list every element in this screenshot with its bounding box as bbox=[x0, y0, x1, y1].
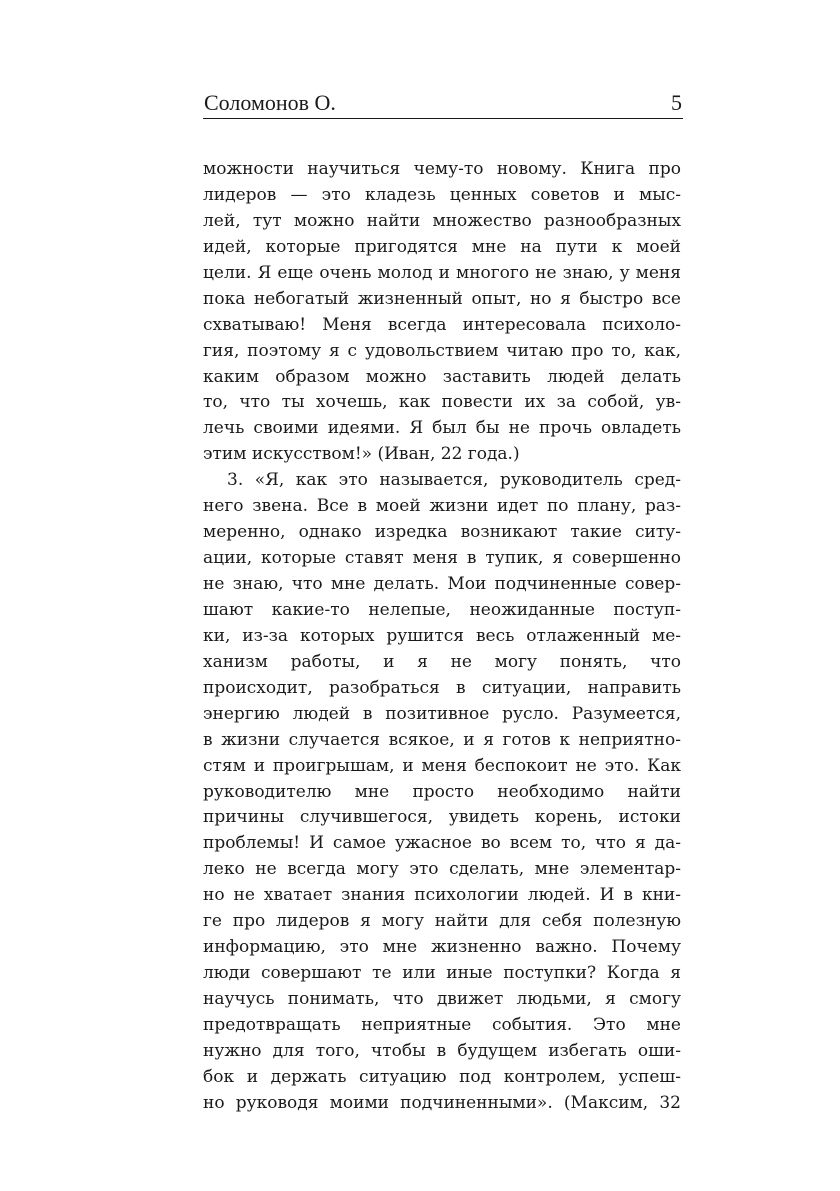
text-line: цели. Я еще очень молод и многого не знаю, у меня bbox=[203, 262, 681, 283]
text-line: этим искусством!» (Иван, 22 года.) bbox=[203, 444, 520, 465]
page-number: 5 bbox=[671, 90, 682, 115]
text-line: ге про лидеров я могу найти для себя полезную bbox=[203, 911, 681, 932]
text-line: проблемы! И самое ужасное во всем то, что я да- bbox=[203, 833, 681, 854]
text-line: научусь понимать, что движет людьми, я смогу bbox=[203, 989, 681, 1009]
text-line: информацию, это мне жизненно важно. Почему bbox=[203, 937, 681, 958]
text-line: гия, поэтому я с удовольствием читаю про то, как, bbox=[203, 340, 681, 361]
text-line: происходит, разобраться в ситуации, направить bbox=[203, 677, 681, 698]
text-line: пока небогатый жизненный опыт, но я быстро все bbox=[203, 288, 681, 309]
text-line: лидеров — это кладезь ценных советов и мыс- bbox=[203, 184, 681, 205]
text-line: стям и проигрышам, и меня беспокоит не это. Как bbox=[203, 755, 681, 776]
text-line: не знаю, что мне делать. Мои подчиненные совер- bbox=[203, 574, 681, 594]
text-line: то, что ты хочешь, как повести их за собой, ув- bbox=[203, 392, 681, 413]
text-line: бок и держать ситуацию под контролем, успеш- bbox=[203, 1066, 681, 1087]
text-line: 3. «Я, как это называется, руководитель сред- bbox=[227, 470, 681, 491]
body-text bbox=[203, 157, 681, 1117]
running-head bbox=[203, 88, 683, 119]
text-line: меренно, однако изредка возникают такие ситу- bbox=[203, 522, 681, 543]
text-line: ации, которые ставят меня в тупик, я совершенно bbox=[203, 548, 681, 569]
text-line: ки, из-за которых рушится весь отлаженный ме- bbox=[203, 625, 681, 646]
text-line: предотвращать неприятные события. Это мне bbox=[203, 1014, 681, 1035]
text-line: но не хватает знания психологии людей. И в кни- bbox=[203, 885, 681, 906]
text-line: нужно для того, чтобы в будущем избегать оши- bbox=[203, 1040, 681, 1061]
text-line: энергию людей в позитивное русло. Разумеется, bbox=[203, 703, 681, 724]
text-line: в жизни случается всякое, и я готов к неприятно- bbox=[203, 729, 681, 750]
text-line: можности научиться чему-то новому. Книга про bbox=[203, 159, 681, 179]
header-author: Соломонов О. bbox=[204, 90, 336, 115]
text-line: леко не всегда могу это сделать, мне элементар- bbox=[203, 859, 681, 880]
text-line: идей, которые пригодятся мне на пути к моей bbox=[203, 236, 681, 257]
text-line: ханизм работы, и я не могу понять, что bbox=[203, 651, 681, 672]
text-line: лечь своими идеями. Я был бы не прочь овладеть bbox=[203, 418, 681, 439]
text-line: него звена. Все в моей жизни идет по плану, раз- bbox=[203, 496, 681, 517]
text-line: но руководя моими подчиненными». (Максим, 32 bbox=[203, 1092, 681, 1113]
text-line: схватываю! Меня всегда интересовала психоло- bbox=[203, 314, 681, 335]
text-line: каким образом можно заставить людей делать bbox=[203, 366, 681, 387]
text-line: лей, тут можно найти множество разнообразных bbox=[203, 210, 681, 231]
text-line: люди совершают те или иные поступки? Когда я bbox=[203, 963, 681, 984]
text-line: причины случившегося, увидеть корень, истоки bbox=[203, 807, 681, 828]
text-line: шают какие-то нелепые, неожиданные поступ- bbox=[203, 599, 681, 620]
text-line: руководителю мне просто необходимо найти bbox=[203, 781, 681, 802]
